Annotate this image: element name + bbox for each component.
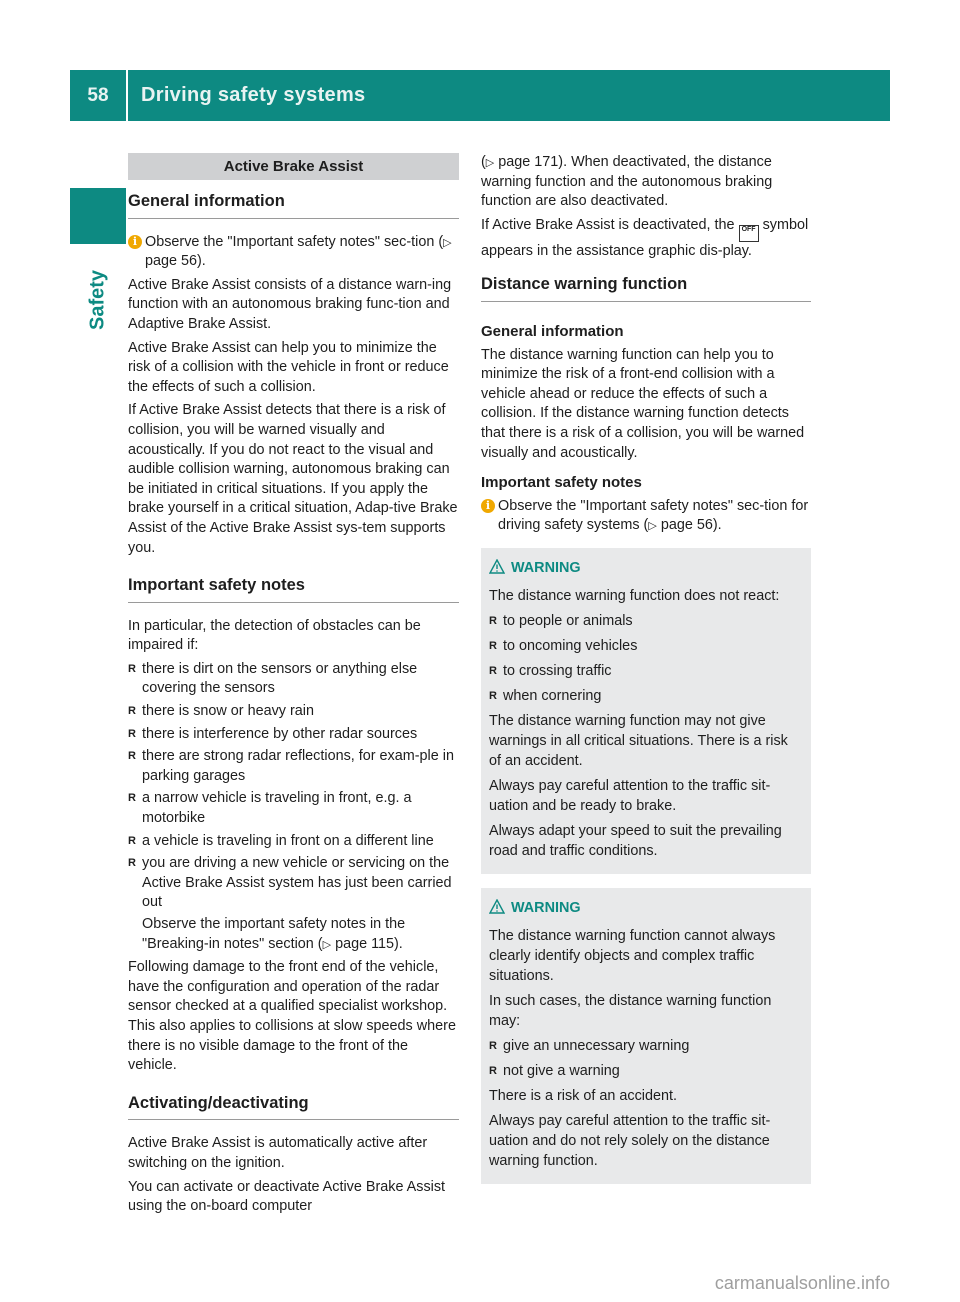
paragraph: Active Brake Assist consists of a distance warn-ing function with an autonomous braking func-tion and Adaptive Brake Assist. <box>128 276 452 332</box>
bullet-icon: R <box>489 689 497 702</box>
heading-distance-warning-function: Distance warning function <box>481 275 811 302</box>
paragraph: If Active Brake Assist detects that there is a risk of collision, you will be warned visually and acoustically. If you do not react to the visual and audible collision warning, autonomous braking can be initiated in critical situations. If you apply the brake yourself in a critical situation, Adap-tive Brake Assist of the Active Brake Assist sys-tem supports you. <box>128 402 458 556</box>
paragraph: In particular, the detection of obstacles can be impaired if: <box>128 617 421 654</box>
page-ref-arrow-icon: ▷ <box>648 519 657 533</box>
heading-important-safety-notes: Important safety notes <box>481 474 642 492</box>
side-tab-label: Safety <box>86 269 109 331</box>
paragraph: Always adapt your speed to suit the prevailing road and traffic conditions. <box>489 822 782 859</box>
heading-activating-deactivating: Activating/deactivating <box>128 1094 459 1121</box>
heading-general-information: General information <box>128 192 459 219</box>
condition-list <box>128 660 459 954</box>
list-item: R to people or animals <box>489 612 633 629</box>
right-column <box>481 153 811 1184</box>
warning-triangle-icon <box>489 559 505 574</box>
list-item: R there are strong radar reflections, for exam-ple in parking garages <box>128 748 454 784</box>
bullet-icon: R <box>489 664 497 677</box>
distance-warning-off-icon: OFF <box>739 225 759 242</box>
watermark: carmanualsonline.info <box>714 1273 890 1293</box>
list-item: R a vehicle is traveling in front on a different line <box>128 832 459 852</box>
section-title: Active Brake Assist <box>128 153 459 180</box>
paragraph: Active Brake Assist is automatically active after switching on the ignition. <box>128 1135 428 1171</box>
paragraph: (▷ page 171). When deactivated, the distance warning function and the autonomous braking function are also deactivated. <box>481 154 773 210</box>
paragraph: The distance warning function cannot always clearly identify objects and complex traffic situations. <box>489 927 776 984</box>
page-ref-arrow-icon: ▷ <box>322 937 332 951</box>
heading-important-safety-notes: Important safety notes <box>128 576 459 603</box>
left-column <box>128 153 459 1221</box>
bullet-icon: R <box>128 792 136 805</box>
paragraph: There is a risk of an accident. <box>489 1087 677 1104</box>
bullet-icon: R <box>489 1039 497 1052</box>
page-ref-link[interactable]: page 115). <box>335 935 403 952</box>
bullet-icon: R <box>489 614 497 627</box>
header-divider <box>126 70 128 121</box>
page-ref-link[interactable]: page 171). When deactivated, the distance warning function and the autonomous braking function are also deactivated. <box>481 154 773 210</box>
page-ref-link[interactable]: page 56). <box>145 253 206 270</box>
page-number: 58 <box>87 85 109 106</box>
list-item: R to crossing traffic <box>489 662 612 679</box>
paragraph: Following damage to the front end of the vehicle, have the configuration and operation of the radar sensor checked at a qualified specialist workshop. This also applies to collisions at slow speeds where there is no visible damage to the front of the vehicle. <box>128 959 456 1074</box>
warning-title: WARNING <box>489 898 803 918</box>
info-icon: i <box>128 235 142 249</box>
list-item: R you are driving a new vehicle or servicing on the Active Brake Assist system has just been carried out Observe the important safety notes in the "Breaking-in notes" section (▷ page 115). <box>128 854 459 954</box>
info-note: i Observe the "Important safety notes" sec-tion (▷ page 56). <box>128 233 459 272</box>
list-item: R to oncoming vehicles <box>489 637 638 654</box>
warning-box <box>481 888 811 1184</box>
bullet-icon: R <box>128 662 136 675</box>
page-ref-arrow-icon: ▷ <box>443 235 452 249</box>
warning-list <box>489 611 803 706</box>
heading-general-information: General information <box>481 322 624 340</box>
paragraph: In such cases, the distance warning function may: <box>489 992 772 1029</box>
side-tab-marker <box>70 188 126 244</box>
bullet-icon: R <box>128 834 136 847</box>
list-item: R when cornering <box>489 687 602 704</box>
warning-box <box>481 548 811 874</box>
list-item: R not give a warning <box>489 1062 620 1079</box>
page-ref-link[interactable]: page 56). <box>660 517 722 534</box>
info-icon: i <box>481 499 495 513</box>
list-item: R give an unnecessary warning <box>489 1037 690 1054</box>
bullet-icon: R <box>128 727 136 740</box>
bullet-icon: R <box>489 639 497 652</box>
bullet-icon: R <box>128 705 136 718</box>
bullet-icon: R <box>128 857 136 870</box>
paragraph: Always pay careful attention to the traffic sit-uation and do not rely solely on the distance warning function. <box>489 1112 771 1169</box>
paragraph: The distance warning function can help you to minimize the risk of a front-end collision with a vehicle ahead or reduce the effects of such a collision. If the distance warning function detects that there is a risk of a collision, you will be warned visually and acoustically. <box>481 346 805 461</box>
paragraph: Active Brake Assist can help you to minimize the risk of a collision with the vehicle in front or reduce the effects of such a collision. <box>128 339 449 395</box>
paragraph: The distance warning function does not react: <box>489 587 780 604</box>
list-item: R there is snow or heavy rain <box>128 702 459 722</box>
page-ref-arrow-icon: ▷ <box>485 156 495 169</box>
chapter-title: Driving safety systems <box>141 84 366 106</box>
warning-list <box>489 1036 803 1081</box>
paragraph: If Active Brake Assist is deactivated, the OFF symbol appears in the assistance graphic dis-play. <box>481 216 809 259</box>
bullet-icon: R <box>128 750 136 763</box>
list-sub-note: Observe the important safety notes in the "Breaking-in notes" section (▷ page 115). <box>142 916 406 952</box>
list-item: R there is dirt on the sensors or anything else covering the sensors <box>128 660 418 697</box>
warning-triangle-icon <box>489 899 505 914</box>
bullet-icon: R <box>489 1064 497 1077</box>
list-item: R a narrow vehicle is traveling in front, e.g. a motorbike <box>128 790 412 827</box>
paragraph: The distance warning function may not give warnings in all critical situations. There is a risk of an accident. <box>489 712 788 769</box>
paragraph: You can activate or deactivate Active Brake Assist using the on-board computer <box>128 1178 446 1215</box>
paragraph: Always pay careful attention to the traffic sit-uation and be ready to brake. <box>489 777 771 814</box>
warning-title: WARNING <box>489 558 803 578</box>
info-note: i Observe the "Important safety notes" sec-tion for driving safety systems (▷ page 56). <box>481 497 811 536</box>
list-item: R there is interference by other radar sources <box>128 725 459 745</box>
